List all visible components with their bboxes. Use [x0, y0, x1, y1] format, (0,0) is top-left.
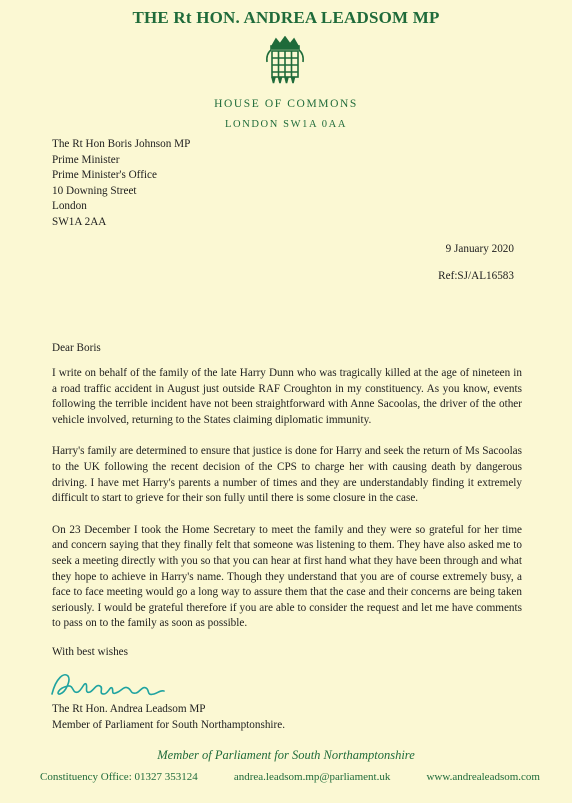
letter-body: [52, 366, 522, 648]
letterhead-address: LONDON SW1A 0AA: [225, 119, 347, 130]
footer-contact: [40, 771, 540, 783]
footer-website[interactable]: www.andrealeadsom.com: [426, 771, 540, 783]
body-paragraph: Harry's family are determined to ensure that justice is done for Harry and seek the return of Ms Sacoolas to the UK following the recent decision of the CPS to charge her with causing death by dangerous driving. I have met Harry's parents a number of times and they are understandably finding it extremely difficult to start to grieve for their son fully until there is some closure in the case.: [52, 445, 522, 505]
body-paragraph: On 23 December I took the Home Secretary to meet the family and they were so grateful for her time and concern saying that they finally felt that someone was listening to them. They have also asked me to seek a meeting directly with you so that you can hear at first hand what they have been through and what they hope to achieve in Harry's name. Though they understand that you are of course extremely busy, a face to face meeting would go a long way to assure them that the case and their concerns are being taken seriously. I would be grateful therefore if you are able to consider the request and let me have comments to pass on to the family as soon as possible.: [52, 523, 522, 630]
recipient-line: London: [52, 200, 87, 213]
signatory-name: The Rt Hon. Andrea Leadsom MP: [52, 703, 206, 715]
handwritten-signature: [46, 668, 186, 702]
recipient-line: SW1A 2AA: [52, 215, 107, 228]
body-paragraph: I write on behalf of the family of the late Harry Dunn who was tragically killed at the age of nineteen in a road traffic accident in August just outside RAF Croughton in my constituency. As you know, events following the terrible incident have not been straightforward with Anne Sacoolas, the driver of the other vehicle involved, returning to the States claiming diplomatic immunity.: [52, 367, 522, 426]
closing: With best wishes: [52, 646, 128, 658]
recipient-line: Prime Minister's Office: [52, 169, 157, 182]
recipient-line: The Rt Hon Boris Johnson MP: [52, 138, 191, 150]
footer-email[interactable]: andrea.leadsom.mp@parliament.uk: [233, 771, 391, 783]
salutation: Dear Boris: [52, 342, 101, 354]
recipient-address: [52, 137, 190, 231]
letterhead-mp-name: THE Rt HON. ANDREA LEADSOM MP: [132, 8, 440, 27]
recipient-line: Prime Minister: [52, 153, 120, 166]
letter-reference: Ref:SJ/AL16583: [438, 270, 514, 282]
signatory-title: Member of Parliament for South Northamptonshire.: [52, 719, 286, 731]
letter-date: 9 January 2020: [445, 243, 514, 255]
footer-tagline: Member of Parliament for South Northamptonshire: [157, 748, 415, 762]
footer-office-phone: Constituency Office: 01327 353124: [40, 771, 198, 783]
recipient-line: 10 Downing Street: [52, 184, 137, 197]
portcullis-icon: [262, 36, 308, 88]
letterhead-house: HOUSE OF COMMONS: [214, 98, 358, 110]
